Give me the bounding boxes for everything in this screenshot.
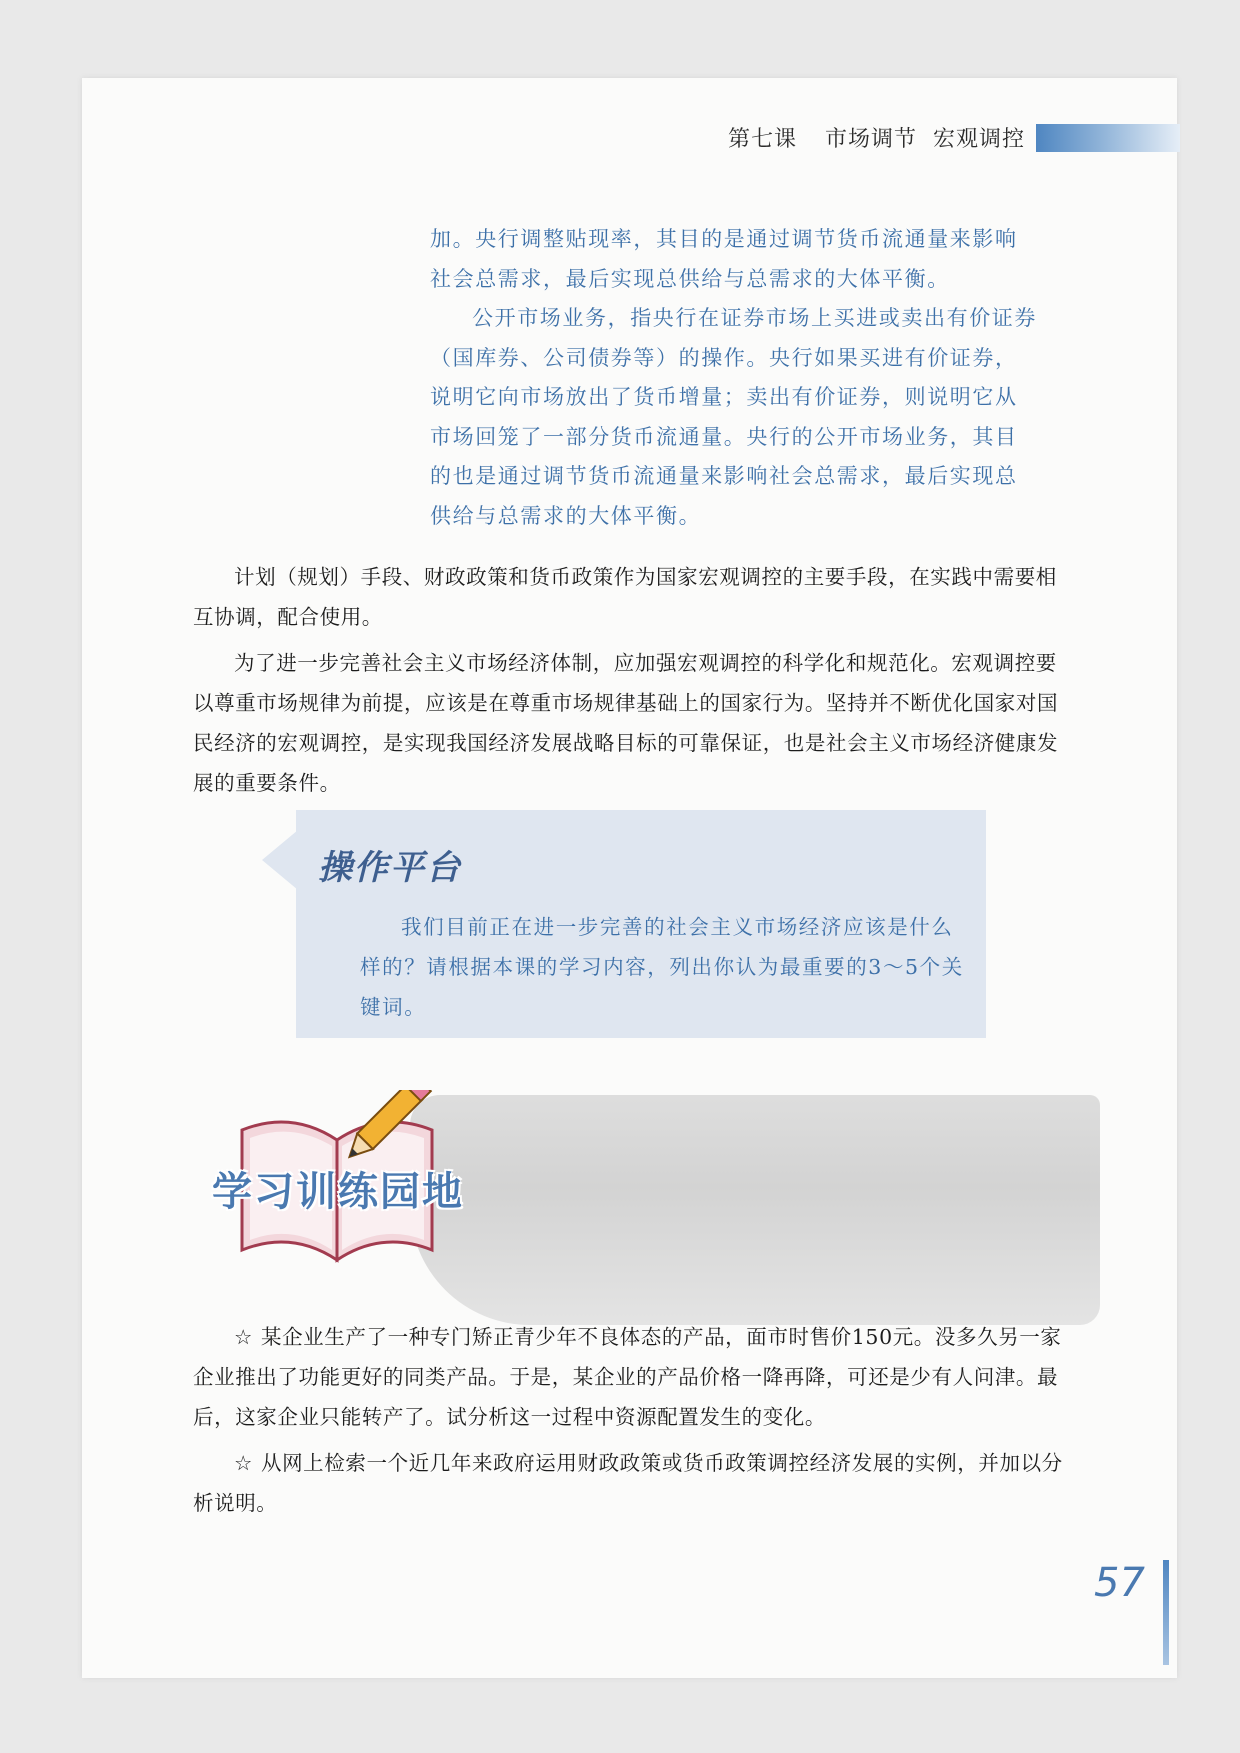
page-header — [640, 122, 1180, 156]
reading-paragraph-1: 加。央行调整贴现率，其目的是通过调节货币流通量来影响社会总需求，最后实现总供给与总需求的大体平衡。 — [430, 227, 1018, 291]
operation-text — [360, 907, 970, 1027]
operation-question: 我们目前正在进一步完善的社会主义市场经济应该是什么样的？请根据本课的学习内容，列出你认为最重要的3～5个关键词。 — [360, 915, 964, 1019]
reading-box — [430, 220, 1040, 536]
body-paragraph-2: 为了进一步完善社会主义市场经济体制，应加强宏观调控的科学化和规范化。宏观调控要以尊重市场规律为前提，应该是在尊重市场规律基础上的国家行为。坚持并不断优化国家对国民经济的宏观调控，是实现我国经济发展战略目标的可靠保证，也是社会主义市场经济健康发展的重要条件。 — [193, 651, 1059, 795]
exercise-item-1 — [193, 1317, 1073, 1437]
header-title — [728, 122, 1025, 153]
body-paragraph-1: 计划（规划）手段、财政政策和货币政策作为国家宏观调控的主要手段，在实践中需要相互协调，配合使用。 — [193, 565, 1057, 629]
page-number: 57 — [1094, 1560, 1145, 1606]
exercise-item-2 — [193, 1443, 1073, 1523]
lesson-title-part2: 宏观调控 — [933, 127, 1026, 152]
lesson-title-part1: 市场调节 — [825, 127, 918, 152]
main-body — [193, 557, 1073, 809]
page-number-bar — [1163, 1560, 1169, 1665]
exercise-text-2: 从网上检索一个近几年来政府运用财政政策或货币政策调控经济发展的实例，并加以分析说明。 — [193, 1451, 1063, 1515]
section-banner-background — [410, 1095, 1100, 1325]
section-title: 学习训练园地 — [212, 1169, 464, 1215]
header-gradient-bar — [1036, 124, 1180, 152]
reading-paragraph-2: 公开市场业务，指央行在证券市场上买进或卖出有价证券（国库券、公司债券等）的操作。央行如果买进有价证券，说明它向市场放出了货币增量；卖出有价证券，则说明它从市场回笼了一部分货币流通量。央行的公开市场业务，其目的也是通过调节货币流通量来影响社会总需求，最后实现总供给与总需求的大体平衡。 — [430, 306, 1037, 528]
exercise-list — [193, 1317, 1073, 1529]
star-icon: ☆ — [234, 1325, 253, 1349]
lesson-label: 第七课 — [728, 127, 798, 152]
exercise-text-1: 某企业生产了一种专门矫正青少年不良体态的产品，面市时售价150元。没多久另一家企业推出了功能更好的同类产品。于是，某企业的产品价格一降再降，可还是少有人问津。最后，这家企业只能转产了。试分析这一过程中资源配置发生的变化。 — [193, 1325, 1062, 1429]
star-icon: ☆ — [234, 1451, 253, 1475]
operation-title: 操作平台 — [318, 848, 462, 888]
